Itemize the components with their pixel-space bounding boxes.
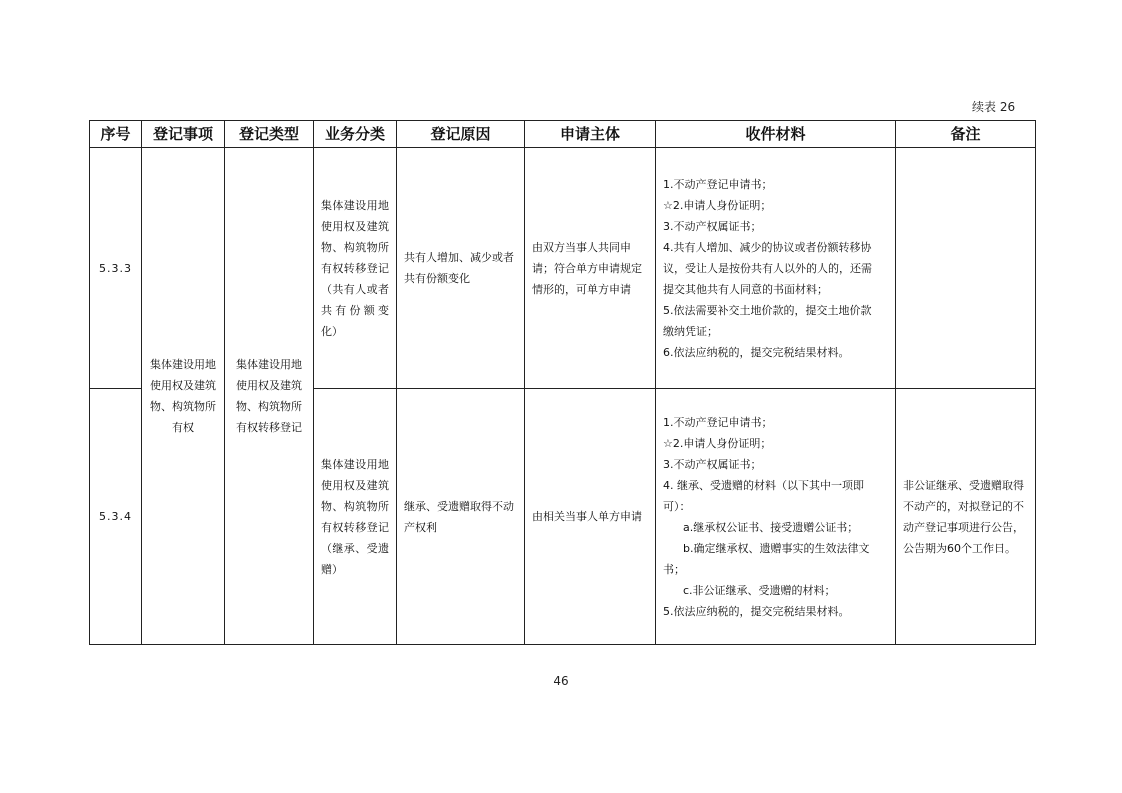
- material-line: 3.不动产权属证书；: [663, 219, 762, 233]
- material-line: 议，受让人是按份共有人以外的人的，还需: [663, 261, 872, 275]
- table-row: [90, 148, 1036, 389]
- material-line: 可）：: [663, 499, 691, 513]
- material-line: 4.共有人增加、减少的协议或者份额转移协: [663, 240, 872, 254]
- material-line: 5.依法需要补交土地价款的，提交土地价款: [663, 303, 872, 317]
- material-line: 3.不动产权属证书；: [663, 457, 762, 471]
- header-registration-item: 登记事项: [142, 121, 225, 148]
- registration-reason-cell: 共有人增加、减少或者共有份额变化: [397, 148, 525, 389]
- material-line: 4. 继承、受遗赠的材料（以下其中一项即: [663, 478, 864, 492]
- materials-cell: [656, 148, 896, 389]
- header-registration-reason: 登记原因: [397, 121, 525, 148]
- page-number: 46: [553, 674, 569, 688]
- material-subitem: c.非公证继承、受遗赠的材料；: [683, 583, 836, 597]
- continued-label: 续表 26: [972, 100, 1016, 114]
- seq-cell: 5.3.3: [90, 148, 142, 389]
- material-line: 提交其他共有人同意的书面材料；: [663, 282, 828, 296]
- header-applicant: 申请主体: [525, 121, 656, 148]
- material-line: 1.不动产登记申请书；: [663, 177, 773, 191]
- business-category-cell: 集体建设用地使用权及建筑物、构筑物所有权转移登记（继承、受遗赠）: [314, 389, 397, 645]
- material-line: 5.依法应纳税的，提交完税结果材料。: [663, 604, 850, 618]
- header-notes: 备注: [896, 121, 1036, 148]
- header-registration-type: 登记类型: [225, 121, 314, 148]
- seq-cell: 5.3.4: [90, 389, 142, 645]
- header-seq: 序号: [90, 121, 142, 148]
- registration-type-cell: 集体建设用地使用权及建筑物、构筑物所有权转移登记: [225, 148, 314, 645]
- material-subitem: a.继承权公证书、接受遗赠公证书；: [683, 520, 859, 534]
- notes-cell: 非公证继承、受遗赠取得不动产的，对拟登记的不动产登记事项进行公告，公告期为60个工作日。: [896, 389, 1036, 645]
- material-line: 书；: [663, 562, 685, 576]
- business-category-cell: 集体建设用地使用权及建筑物、构筑物所有权转移登记（共有人或者共有份额变化）: [314, 148, 397, 389]
- registration-table: [89, 120, 1036, 645]
- materials-cell: [656, 389, 896, 645]
- registration-reason-cell: 继承、受遗赠取得不动产权利: [397, 389, 525, 645]
- material-subitem: b.确定继承权、遗赠事实的生效法律文: [683, 541, 870, 555]
- material-line: 缴纳凭证；: [663, 324, 718, 338]
- material-line: 6.依法应纳税的，提交完税结果材料。: [663, 345, 850, 359]
- notes-cell: [896, 148, 1036, 389]
- registration-item-cell: 集体建设用地使用权及建筑物、构筑物所有权: [142, 148, 225, 645]
- header-materials: 收件材料: [656, 121, 896, 148]
- material-line: ☆2.申请人身份证明；: [663, 436, 772, 450]
- applicant-cell: 由相关当事人单方申请: [525, 389, 656, 645]
- material-line: ☆2.申请人身份证明；: [663, 198, 772, 212]
- header-row: [90, 121, 1036, 148]
- applicant-cell: 由双方当事人共同申请；符合单方申请规定情形的，可单方申请: [525, 148, 656, 389]
- material-line: 1.不动产登记申请书；: [663, 415, 773, 429]
- header-business-category: 业务分类: [314, 121, 397, 148]
